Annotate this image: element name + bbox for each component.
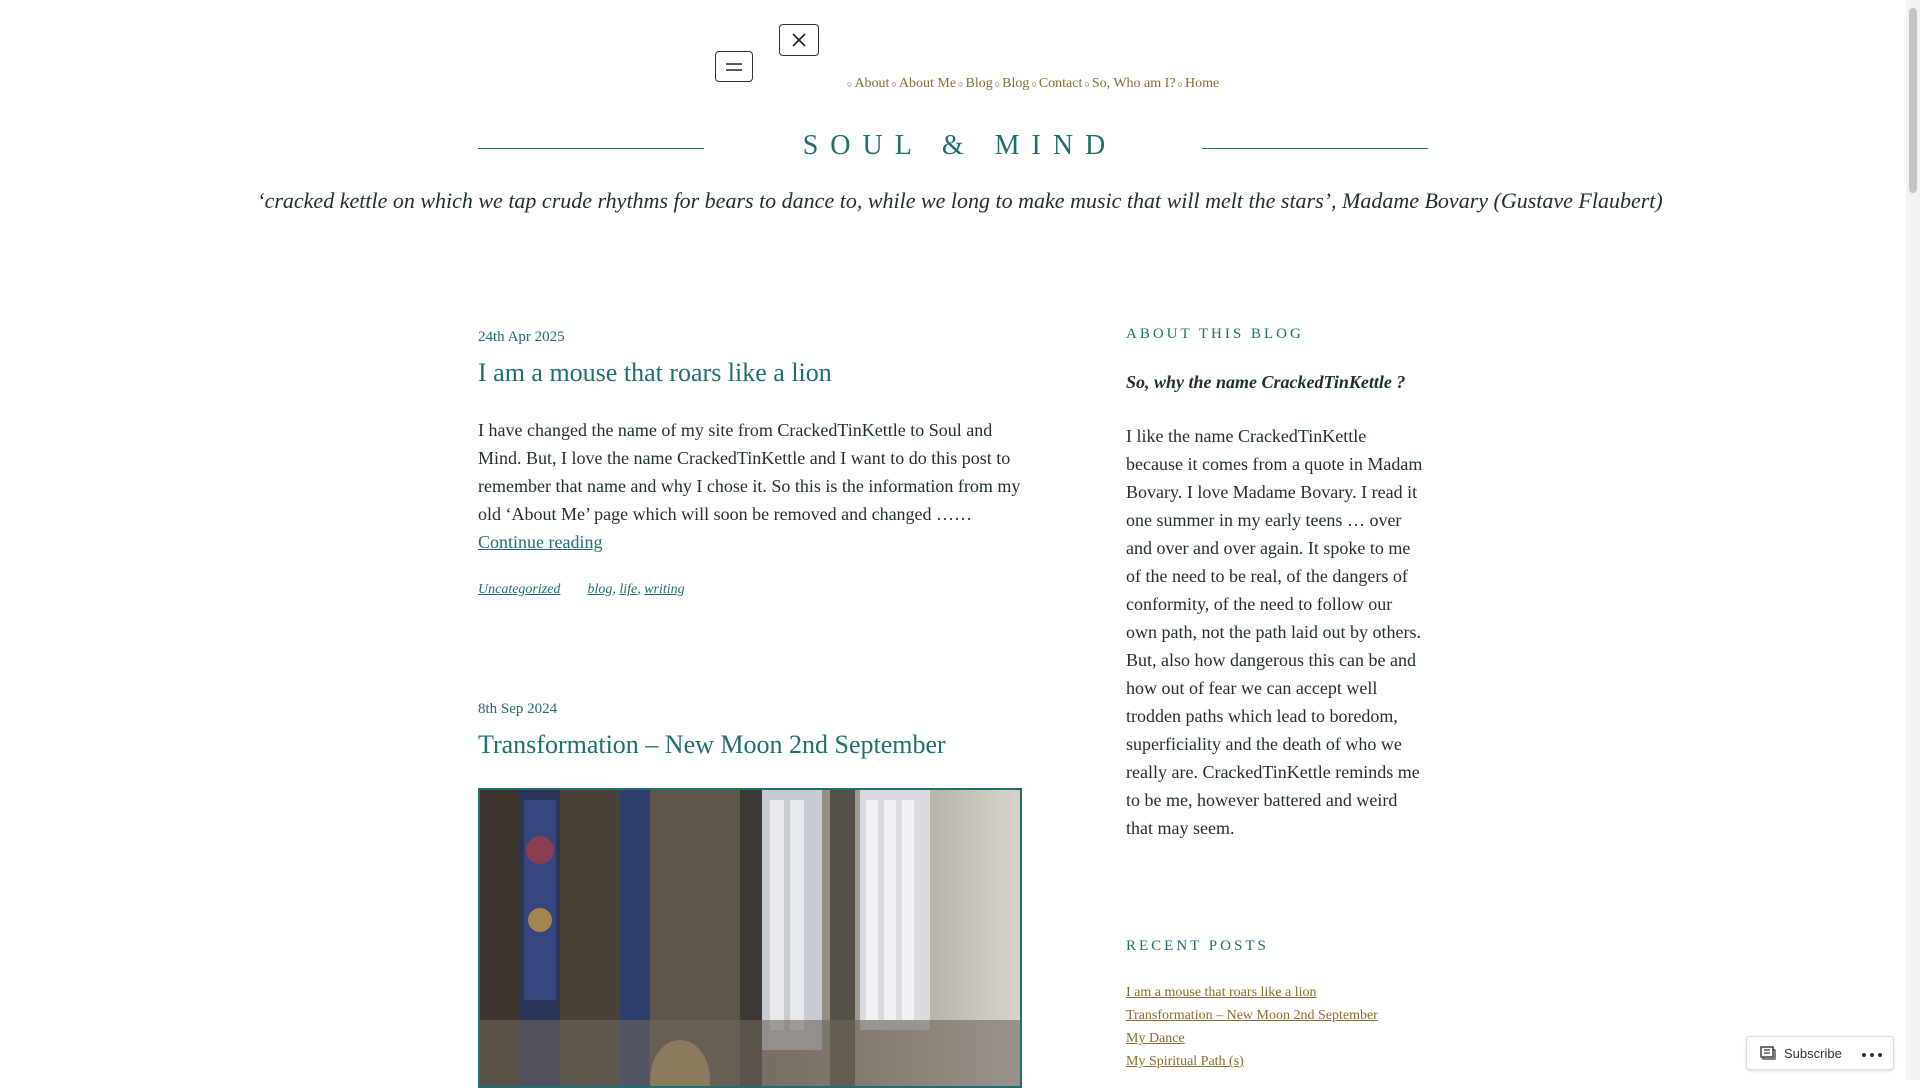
more-options-button[interactable] bbox=[1861, 1046, 1883, 1061]
nav-bullet: ○ bbox=[1084, 79, 1090, 89]
nav-item-home[interactable]: Home bbox=[1184, 76, 1220, 91]
post-title[interactable]: Transformation – New Moon 2nd September bbox=[478, 730, 946, 759]
hamburger-icon bbox=[725, 61, 743, 73]
nav-item-blog-2[interactable]: Blog bbox=[1002, 76, 1030, 91]
continue-reading-link[interactable]: Continue reading bbox=[478, 532, 603, 552]
post-title[interactable]: I am a mouse that roars like a lion bbox=[478, 358, 832, 387]
nav-bullet: ○ bbox=[994, 79, 1001, 89]
recent-post-link[interactable]: My Dance bbox=[1126, 1031, 1185, 1046]
nav-bullet: ○ bbox=[891, 79, 897, 89]
nav-bullet: ○ bbox=[847, 79, 853, 89]
close-menu-button[interactable] bbox=[779, 24, 819, 56]
recent-post-link[interactable]: I am a mouse that roars like a lion bbox=[1126, 985, 1317, 1000]
nav-item-blog[interactable]: Blog bbox=[965, 76, 993, 91]
tag-link-blog[interactable]: blog bbox=[587, 582, 613, 597]
post-featured-image[interactable] bbox=[478, 788, 1022, 1088]
category-link[interactable]: Uncategorized bbox=[478, 582, 561, 597]
post-meta: Uncategorized blog, life, writing bbox=[478, 582, 685, 597]
subscribe-label: Subscribe bbox=[1784, 1045, 1842, 1061]
menu-button[interactable] bbox=[715, 51, 753, 82]
nav-item-about[interactable]: About bbox=[854, 76, 890, 91]
site-title[interactable]: SOUL & MIND bbox=[802, 130, 1118, 161]
nav-bullet: ○ bbox=[958, 79, 964, 89]
post-excerpt-text: I have changed the name of my site from CrackedTinKettle to Soul and Mind. But, I love the name CrackedTinKettle and I want to do this post to remember that name and why I chose it. So this is the information from my old ‘About Me’ page which will soon be removed and changed …… bbox=[478, 420, 1021, 524]
nav-item-about-me[interactable]: About Me bbox=[898, 76, 957, 91]
tag-link-life[interactable]: life bbox=[619, 582, 638, 597]
about-widget-text: I like the name CrackedTinKettle because it comes from a quote in Madam Bovary. I love Madame Bovary. I read it one summer in my early teens … over and over and over again. It spoke to me of the need to be real, of the dangers of conformity, of the need to follow our own path, not the path laid out by others. But, also how dangerous this can be and how out of fear we can accept well trodden paths which lead to boredom, superficiality and the death of who we really are. CrackedTinKettle reminds me to be me, however battered and weird that may seem. bbox=[1126, 426, 1423, 838]
nav-item-who-am-i[interactable]: So, Who am I? bbox=[1091, 76, 1176, 91]
more-icon bbox=[1861, 1052, 1883, 1058]
post-date[interactable]: 8th Sep 2024 bbox=[478, 701, 558, 717]
site-tagline: ‘cracked kettle on which we tap crude rhythms for bears to dance to, while we long to make music that will melt the stars’, Madame Bovary (Gustave Flaubert) bbox=[257, 188, 1663, 213]
nav-bullet: ○ bbox=[1177, 79, 1183, 89]
title-rule-right bbox=[1202, 148, 1428, 149]
reader-icon bbox=[1760, 1046, 1776, 1060]
post-excerpt bbox=[478, 416, 1023, 556]
recent-posts-heading: RECENT POSTS bbox=[1126, 938, 1269, 954]
nav-item-contact[interactable]: Contact bbox=[1038, 76, 1083, 91]
recent-posts-list bbox=[1126, 981, 1378, 1073]
about-widget-heading: ABOUT THIS BLOG bbox=[1126, 326, 1304, 342]
recent-post-link[interactable]: My Spiritual Path (s) bbox=[1126, 1054, 1244, 1069]
close-icon bbox=[791, 32, 807, 48]
scrollbar-thumb[interactable] bbox=[1909, 8, 1917, 193]
recent-post-link[interactable]: Transformation – New Moon 2nd September bbox=[1126, 1008, 1378, 1023]
about-widget-question: So, why the name CrackedTinKettle ? bbox=[1126, 372, 1406, 392]
tag-link-writing[interactable]: writing bbox=[644, 582, 685, 597]
subscribe-bar bbox=[1746, 1036, 1894, 1070]
post-date[interactable]: 24th Apr 2025 bbox=[478, 329, 565, 345]
subscribe-button[interactable] bbox=[1747, 1046, 1842, 1061]
nav-bullet: ○ bbox=[1031, 79, 1037, 89]
cathedral-window-image bbox=[480, 790, 1022, 1088]
main-navigation bbox=[845, 74, 1219, 94]
